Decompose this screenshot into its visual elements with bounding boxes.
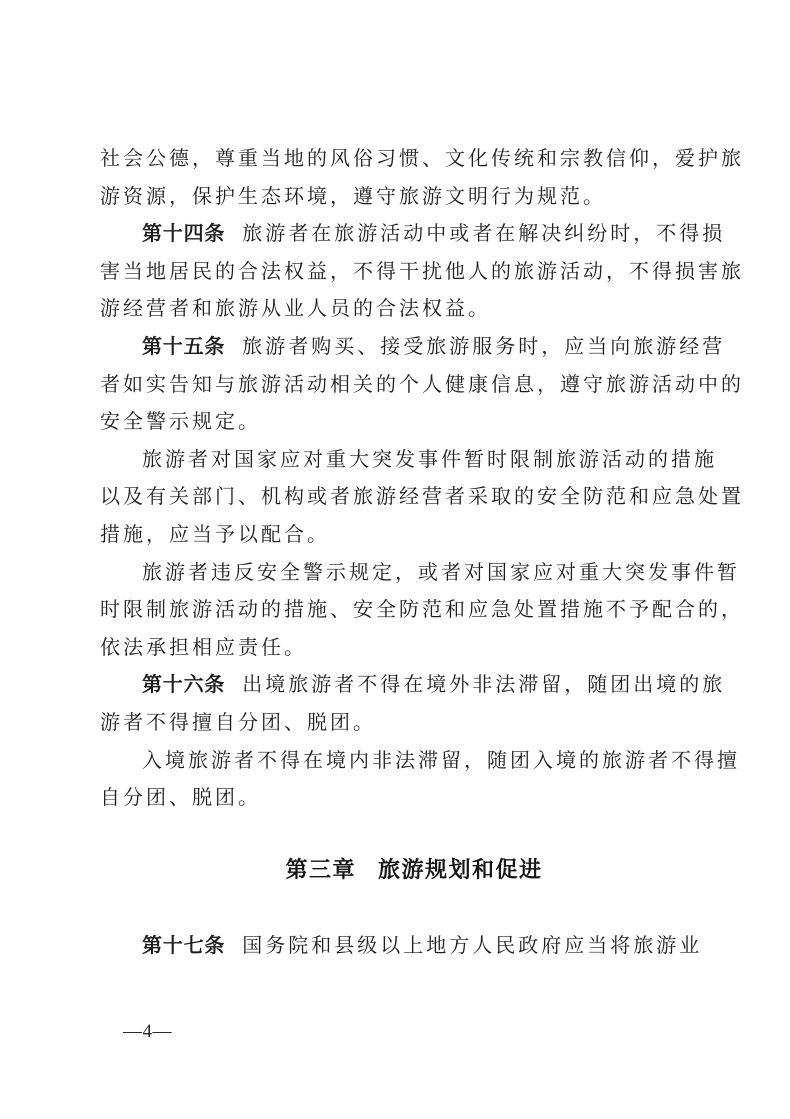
article-16-paragraph-2-line-1: 入境旅游者不得在境内非法滞留，随团入境的旅游者不得擅 — [142, 749, 740, 772]
article-15-line-2: 者如实告知与旅游活动相关的个人健康信息，遵守旅游活动中的 — [100, 373, 744, 396]
article-13-carryover-line-1: 社会公德，尊重当地的风俗习惯、文化传统和宗教信仰，爱护旅 — [100, 148, 744, 170]
article-16-line-1 — [100, 667, 728, 705]
page-number: —4— — [123, 1021, 172, 1042]
chapter-heading — [100, 851, 728, 889]
article-15-paragraph-3-line-2: 时限制旅游活动的措施、安全防范和应急处置措施不予配合的， — [100, 599, 744, 622]
article-15-paragraph-3-line-3: 依法承担相应责任。 — [100, 636, 307, 659]
article-15-line-3: 安全警示规定。 — [100, 411, 261, 434]
article-16-paragraph-2-line-2: 自分团、脱团。 — [100, 787, 261, 810]
article-15-paragraph-3-line-1: 旅游者违反安全警示规定，或者对国家应对重大突发事件暂 — [142, 561, 740, 584]
article-15-number: 第十五条 — [142, 335, 226, 358]
article-17-line-1 — [100, 928, 728, 966]
article-15-paragraph-2-line-3: 措施，应当予以配合。 — [100, 523, 330, 546]
article-15-paragraph-2-line-1: 旅游者对国家应对重大突发事件暂时限制旅游活动的措施 — [142, 448, 717, 471]
document-body-lower — [100, 928, 728, 966]
chapter-number: 第三章 — [285, 857, 356, 882]
document-body-upper — [100, 141, 744, 818]
article-17-text: 国务院和县级以上地方人民政府应当将旅游业 — [242, 935, 703, 957]
article-15-text: 旅游者购买、接受旅游服务时，应当向旅游经营 — [242, 335, 726, 358]
article-14-line-3: 游经营者和旅游从业人员的合法权益。 — [100, 298, 491, 321]
article-13-carryover-line-2: 游资源，保护生态环境，遵守旅游文明行为规范。 — [100, 185, 606, 208]
article-16-text: 出境旅游者不得在境外非法滞留，随团出境的旅 — [242, 674, 726, 697]
article-16-line-2: 游者不得擅自分团、脱团。 — [100, 711, 376, 734]
article-16-number: 第十六条 — [142, 674, 226, 697]
article-14-line-2: 害当地居民的合法权益，不得干扰他人的旅游活动，不得损害旅 — [100, 260, 744, 283]
article-15-line-1 — [100, 329, 728, 367]
article-15-paragraph-2-line-2: 以及有关部门、机构或者旅游经营者采取的安全防范和应急处置 — [100, 486, 744, 509]
article-14-number: 第十四条 — [142, 223, 226, 246]
article-14-line-1 — [100, 216, 728, 254]
chapter-title: 旅游规划和促进 — [378, 857, 543, 882]
article-17-number: 第十七条 — [142, 935, 226, 957]
article-14-text: 旅游者在旅游活动中或者在解决纠纷时，不得损 — [242, 223, 726, 246]
